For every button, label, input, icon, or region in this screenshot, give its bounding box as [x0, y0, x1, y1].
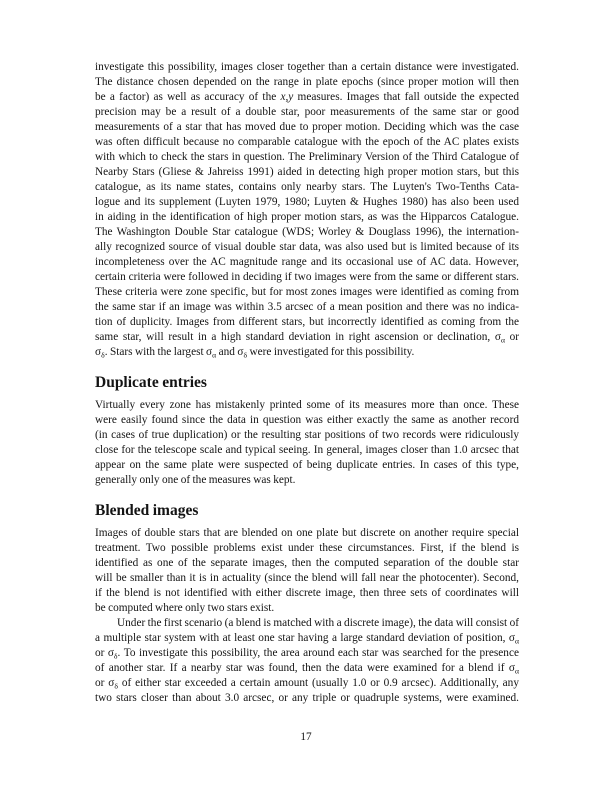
section-heading-duplicate-entries: Duplicate entries [95, 374, 207, 391]
text-line: a multiple star system with at least one star having a large standard deviation of position, $\sigma_\alpha$ [95, 632, 519, 646]
text-line: $\sigma_\delta$. Stars with the largest $\sigma_\alpha$ and $\sigma_\delta$ were investigated for this possibility. [95, 346, 415, 360]
text-line: Under the first scenario (a blend is matched with a discrete image), the data will consist of [117, 617, 519, 629]
text-line: will be smaller than it is in actuality (since the blend will fall near the photocenter). Second, [95, 572, 519, 584]
text-line: certain criteria were followed in deciding if two images were from the same or different stars. [95, 271, 519, 283]
body-paragraph-duplicate-entries [95, 398, 519, 488]
text-line: identified as one of the separate images, then the computed separation of the double star [95, 557, 519, 569]
text-block [95, 60, 519, 706]
text-line: was often difficult because no comparable catalogue with the epoch of the AC plates exists [95, 136, 519, 148]
text-line: be computed where only two stars exist. [95, 602, 275, 614]
text-line: appear on the same plate were suspected of being duplicate entries. In cases of this type, [95, 459, 519, 471]
text-line: logue and its supplement (Luyten 1979, 1980; Luyten & Hughes 1980) has also been used [95, 196, 519, 208]
body-paragraph-continued [95, 60, 519, 360]
text-line: incompleteness over the AC magnitude range and its occasional use of AC data. However, [95, 256, 519, 268]
text-line: The Washington Double Star catalogue (WDS; Worley & Douglass 1996), the internation- [95, 226, 519, 238]
text-line: same star, will result in a high standard deviation in right ascension or declination, $\sigma_\alpha$ or [95, 331, 519, 345]
text-line: the same star if an image was within 3.5 arcsec of a mean position and there was no indica- [95, 301, 519, 313]
text-line: Images of double stars that are blended on one plate but discrete on another require special [95, 527, 519, 539]
page-number: 17 [300, 731, 312, 743]
text-line: The distance chosen depended on the range in plate epochs (since proper motion will then [95, 76, 519, 88]
text-line: Virtually every zone has mistakenly printed some of its measures more than once. These [95, 399, 519, 411]
text-line: of another star. If a nearby star was found, then the data were examined for a blend if $\sigma_\alpha$ [95, 662, 519, 676]
text-line: or $\sigma_\delta$ of either star exceeded a certain amount (usually 1.0 or 0.9 arcsec). Additionally, any [95, 677, 519, 691]
text-line: ally recognized source of visual double star data, was also used but is limited because of its [95, 241, 519, 253]
body-paragraph-blended-images [95, 526, 519, 616]
text-line: treatment. Two possible problems exist under these circumstances. First, if the blend is [95, 542, 519, 554]
text-line: investigate this possibility, images closer together than a certain distance were investigated. [95, 61, 519, 73]
text-line: precision may be a result of a double star, poor measurements of the same star or good [95, 106, 519, 118]
text-line: (in cases of true duplication) or the resulting star positions of two records were ridiculously [95, 429, 519, 441]
text-line: Nearby Stars (Gliese & Jahreiss 1991) aided in detecting high proper motion stars, but this [95, 166, 519, 178]
text-line: generally only one of the measures was kept. [95, 474, 296, 486]
text-line: be a factor) as well as accuracy of the x,y measures. Images that fall outside the expected [95, 91, 519, 103]
text-line: were easily found since the data in question was either exactly the same as another record [95, 414, 519, 426]
section-heading-blended-images: Blended images [95, 502, 199, 519]
text-line: tion of duplicity. Images from different stars, but incorrectly identified as coming from the [95, 316, 519, 328]
body-paragraph-first-scenario [95, 616, 519, 706]
text-line: with which to check the stars in question. The Preliminary Version of the Third Catalogue of [95, 151, 519, 163]
text-line: catalogue, as its name states, contains only nearby stars. The Luyten's Two-Tenths Cata- [95, 181, 519, 193]
text-line: measurements of a star that has moved due to proper motion. Deciding which was the case [95, 121, 519, 133]
text-line: or $\sigma_\delta$. To investigate this possibility, the area around each star was searched for the presence [95, 647, 519, 661]
text-line: These criteria were zone specific, but for most zones images were identified as coming from [95, 286, 519, 298]
text-line: in aiding in the identification of high proper motion stars, as was the Hipparcos Catalogue. [95, 211, 519, 223]
text-line: two stars closer than about 3.0 arcsec, or any triple or quadruple systems, were examined. [95, 692, 519, 704]
text-line: if the blend is not identified with either discrete image, then three sets of coordinates will [95, 587, 519, 599]
text-line: close for the telescope scale and typical seeing. In general, images closer than 1.0 arcsec that [95, 444, 519, 456]
